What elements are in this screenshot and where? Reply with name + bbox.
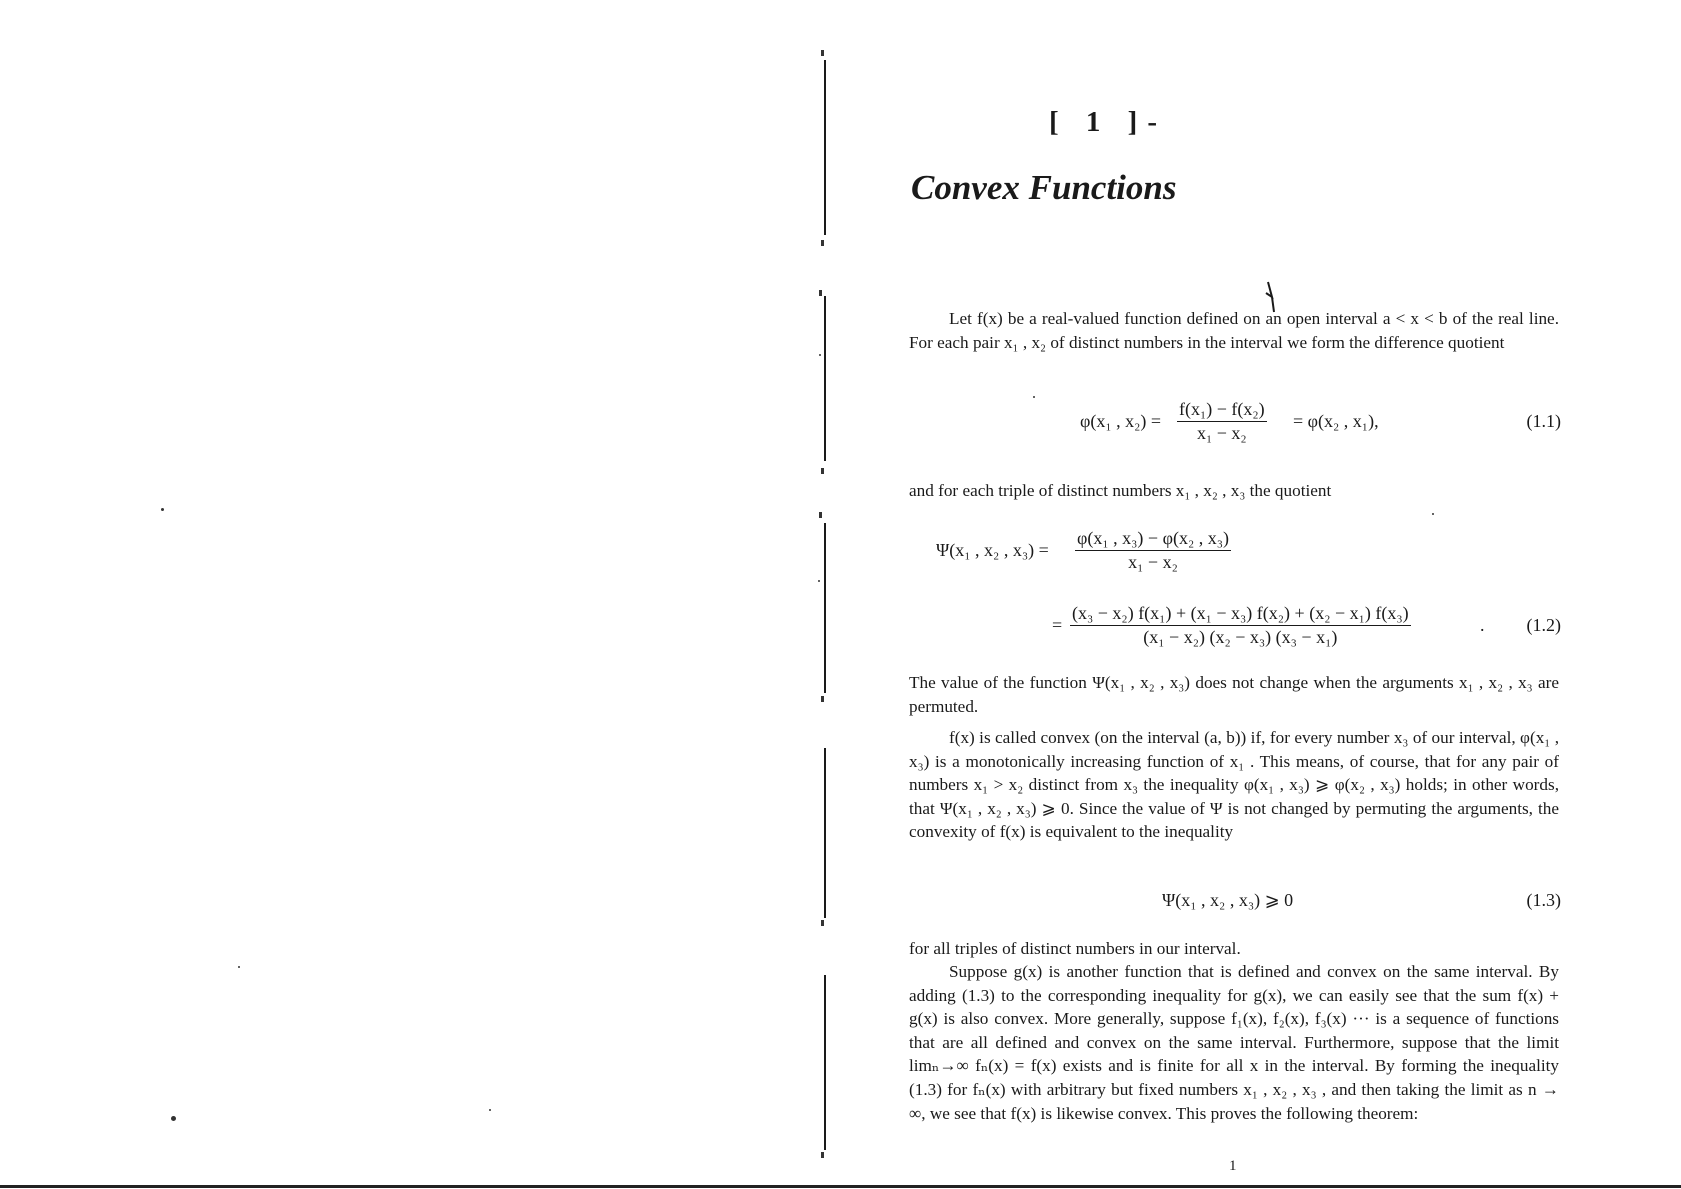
paragraph-for-all: for all triples of distinct numbers in our interval. <box>909 939 1241 958</box>
paragraph-triple: and for each triple of distinct numbers x₁ , x₂ , x₃ the quotient <box>909 481 1332 500</box>
equation-trailing-dot: . <box>1480 615 1485 635</box>
spine-tick <box>821 50 824 56</box>
spine-tick <box>819 512 822 518</box>
scan-speck <box>1432 513 1434 515</box>
spine-tick <box>819 290 822 296</box>
fraction-denominator: x₁ − x₂ <box>1196 423 1247 443</box>
equation-lhs: φ(x₁ , x₂) = <box>1080 411 1162 431</box>
binding-spine-segment <box>824 60 826 235</box>
equation-fraction <box>1075 527 1231 574</box>
fraction-denominator: x₁ − x₂ <box>1128 552 1178 572</box>
chapter-number: [ 1 ]- <box>1049 106 1167 138</box>
scan-speck <box>161 508 164 511</box>
scan-speck <box>819 354 821 356</box>
binding-spine-segment <box>824 523 826 693</box>
scan-speck <box>489 1109 491 1111</box>
binding-spine-segment <box>824 748 826 918</box>
fraction-numerator: (x₃ − x₂) f(x₁) + (x₁ − x₃) f(x₂) + (x₂ − x₁) f(x₃) <box>1070 602 1411 626</box>
binding-spine-segment <box>824 975 826 1150</box>
equation-body: Ψ(x₁ , x₂ , x₃) ⩾ 0 <box>1162 890 1294 910</box>
equation-1-2 <box>909 527 1561 652</box>
spine-tick <box>821 920 824 926</box>
equation-1-1 <box>909 398 1561 448</box>
equation-rhs: = φ(x₂ , x₁), <box>1293 411 1379 431</box>
fraction-denominator: (x₁ − x₂) (x₂ − x₃) (x₃ − x₁) <box>1143 627 1338 647</box>
paragraph-theorem-lead: Suppose g(x) is another function that is defined and convex on the same interval. By adding (1.3) to the corresponding inequality for g(x), we can easily see that the sum f(x) + g(x) is also convex. More generally, suppose f₁(x), f₂(x), f₃(x) ··· is a sequence of functions that are all defined and convex on the same interval. Furthermore, suppose that the limit limₙ→∞ fₙ(x) = f(x) exists and is finite for all x in the interval. By forming the inequality (1.3) for fₙ(x) with arbitrary but fixed numbers x₁ , x₂ , x₃ , and then taking the limit as n → ∞, we see that f(x) is likewise convex. This proves the following theorem: <box>909 962 1559 1123</box>
spine-tick <box>821 696 824 702</box>
spine-tick <box>821 468 824 474</box>
binding-spine-segment <box>824 296 826 461</box>
equation-fraction <box>1070 602 1411 649</box>
fraction-numerator: f(x₁) − f(x₂) <box>1177 398 1267 422</box>
paragraph-convex-definition: f(x) is called convex (on the interval (a, b)) if, for every number x₃ of our interval, φ(x₁ , x₃) is a monotonically increasing function of x₁ . This means, of course, that for any pair of numbers x₁ > x₂ distinct from x₃ the inequality φ(x₁ , x₃) ⩾ φ(x₂ , x₃) holds; in other words, that Ψ(x₁ , x₂ , x₃) ⩾ 0. Since the value of Ψ is not changed by permuting the arguments, the convexity of f(x) is equivalent to the inequality <box>909 728 1559 842</box>
paragraph-intro: Let f(x) be a real-valued function defined on an open interval a < x < b of the real line. For each pair x₁ , x₂ of distinct numbers in the interval we form the difference quotient <box>909 309 1559 352</box>
equation-1-3 <box>909 890 1561 920</box>
equation-fraction <box>1177 398 1267 445</box>
spine-tick <box>821 240 824 246</box>
fraction-numerator: φ(x₁ , x₃) − φ(x₂ , x₃) <box>1075 527 1231 551</box>
scan-speck <box>818 580 820 582</box>
equation-lhs: Ψ(x₁ , x₂ , x₃) = <box>936 540 1049 560</box>
spine-tick <box>821 1152 824 1158</box>
scan-bottom-edge <box>0 1185 1681 1188</box>
equation-number: (1.1) <box>1526 411 1561 431</box>
equation-number: (1.2) <box>1526 615 1561 635</box>
paragraph-permuted: The value of the function Ψ(x₁ , x₂ , x₃) does not change when the arguments x₁ , x₂ , x₃ are permuted. <box>909 673 1559 716</box>
scan-speck <box>171 1116 176 1121</box>
equation-equals-sign: = <box>1052 615 1063 635</box>
scan-speck <box>238 966 240 968</box>
chapter-title: Convex Functions <box>911 168 1177 207</box>
equation-number: (1.3) <box>1526 890 1561 910</box>
page-number: 1 <box>1229 1158 1237 1174</box>
